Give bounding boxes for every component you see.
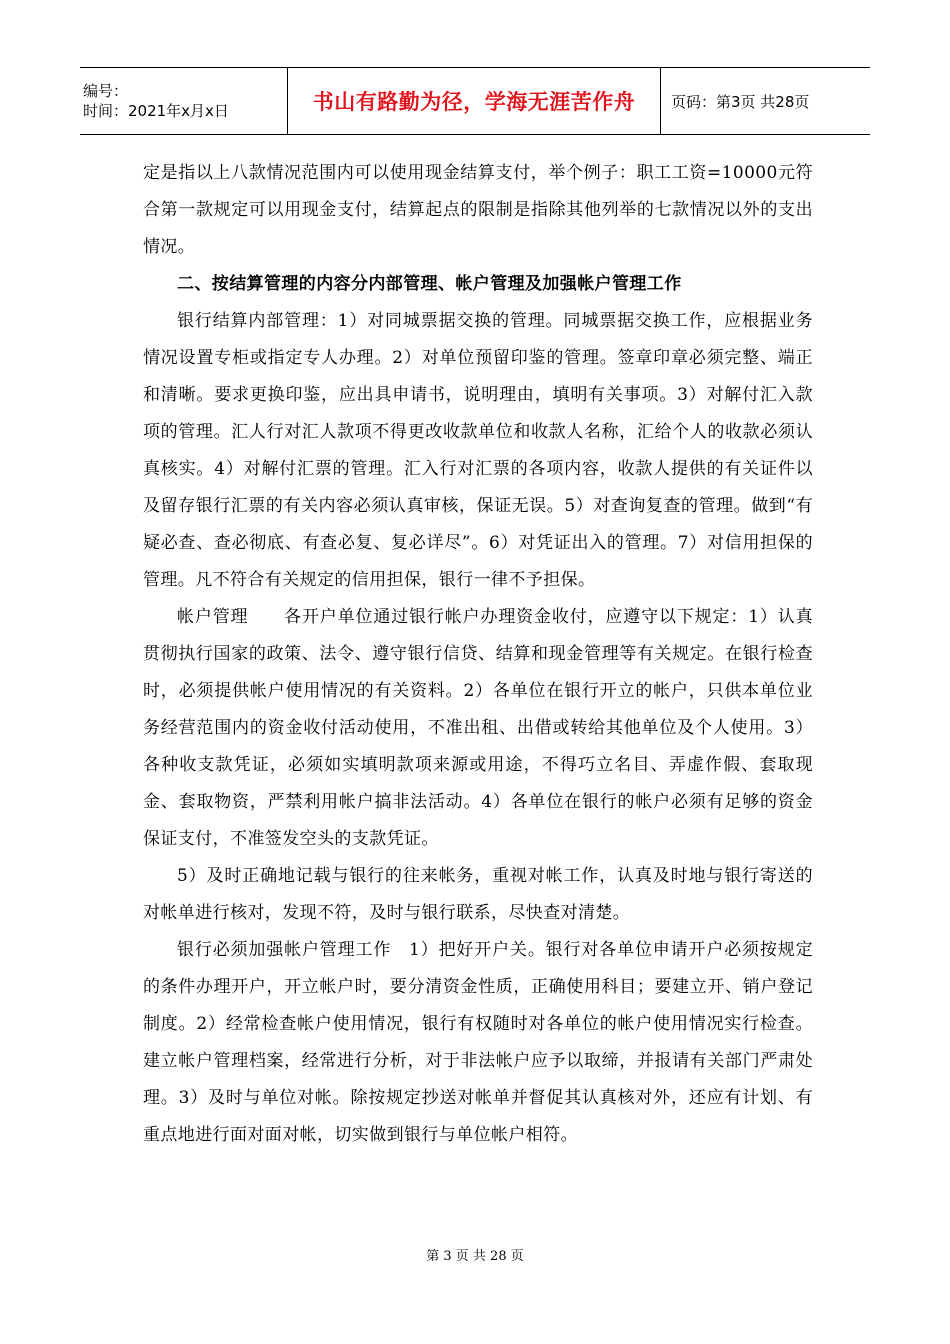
paragraph-internal-management: 银行结算内部管理：1）对同城票据交换的管理。同城票据交换工作，应根据业务情况设置专柜或指定专人办理。2）对单位预留印鉴的管理。签章印章必须完整、端正和清晰。要求更换印鉴，应出具申请书，说明理由，填明有关事项。3）对解付汇入款项的管理。汇人行对汇人款项不得更改收款单位和收款人名称，汇给个人的收款必须认真核实。4）对解付汇票的管理。汇入行对汇票的各项内容，收款人提供的有关证件以及留存银行汇票的有关内容必须认真审核，保证无误。5）对查询复查的管理。做到“有疑必查、查必彻底、有查必复、复必详尽”。6）对凭证出入的管理。7）对信用担保的管理。凡不符合有关规定的信用担保，银行一律不予担保。	[143, 311, 813, 590]
document-date: 时间：2021年x月x日	[83, 102, 229, 120]
document-number-label: 编号：	[83, 82, 129, 100]
paragraph-reconciliation: 5）及时正确地记载与银行的往来帐务，重视对帐工作，认真及时地与银行寄送的对帐单进行核对，发现不符，及时与银行联系，尽快查对清楚。	[143, 866, 813, 923]
document-body	[143, 155, 813, 1154]
paragraph-continuation: 定是指以上八款情况范围内可以使用现金结算支付，举个例子：职工工资=10000元符合第一款规定可以用现金支付，结算起点的限制是指除其他列举的七款情况以外的支出情况。	[143, 163, 813, 257]
page-header	[80, 67, 870, 135]
page-footer: 第 3 页 共 28 页	[426, 1249, 524, 1264]
section-heading: 二、按结算管理的内容分内部管理、帐户管理及加强帐户管理工作	[177, 274, 682, 294]
header-page-info: 页码：第3页 共28页	[671, 92, 810, 111]
header-meta	[80, 68, 288, 134]
paragraph-account-management: 帐户管理 各开户单位通过银行帐户办理资金收付，应遵守以下规定：1）认真贯彻执行国家的政策、法令、遵守银行信贷、结算和现金管理等有关规定。在银行检查时，必须提供帐户使用情况的有关资料。2）各单位在银行开立的帐户，只供本单位业务经营范围内的资金收付活动使用，不准出租、出借或转给其他单位及个人使用。3）各种收支款凭证，必须如实填明款项来源或用途，不得巧立名目、弄虚作假、套取现金、套取物资，严禁利用帐户搞非法活动。4）各单位在银行的帐户必须有足够的资金保证支付，不准签发空头的支款凭证。	[143, 607, 813, 849]
paragraph-bank-account-control: 银行必须加强帐户管理工作 1）把好开户关。银行对各单位申请开户必须按规定的条件办理开户，开立帐户时，要分清资金性质，正确使用科目；要建立开、销户登记制度。2）经常检查帐户使用情况，银行有权随时对各单位的帐户使用情况实行检查。建立帐户管理档案，经常进行分析，对于非法帐户应予以取缔，并报请有关部门严肃处理。3）及时与单位对帐。除按规定抄送对帐单并督促其认真核对外，还应有计划、有重点地进行面对面对帐，切实做到银行与单位帐户相符。	[143, 940, 813, 1145]
header-motto: 书山有路勤为径，学海无涯苦作舟	[288, 68, 661, 134]
